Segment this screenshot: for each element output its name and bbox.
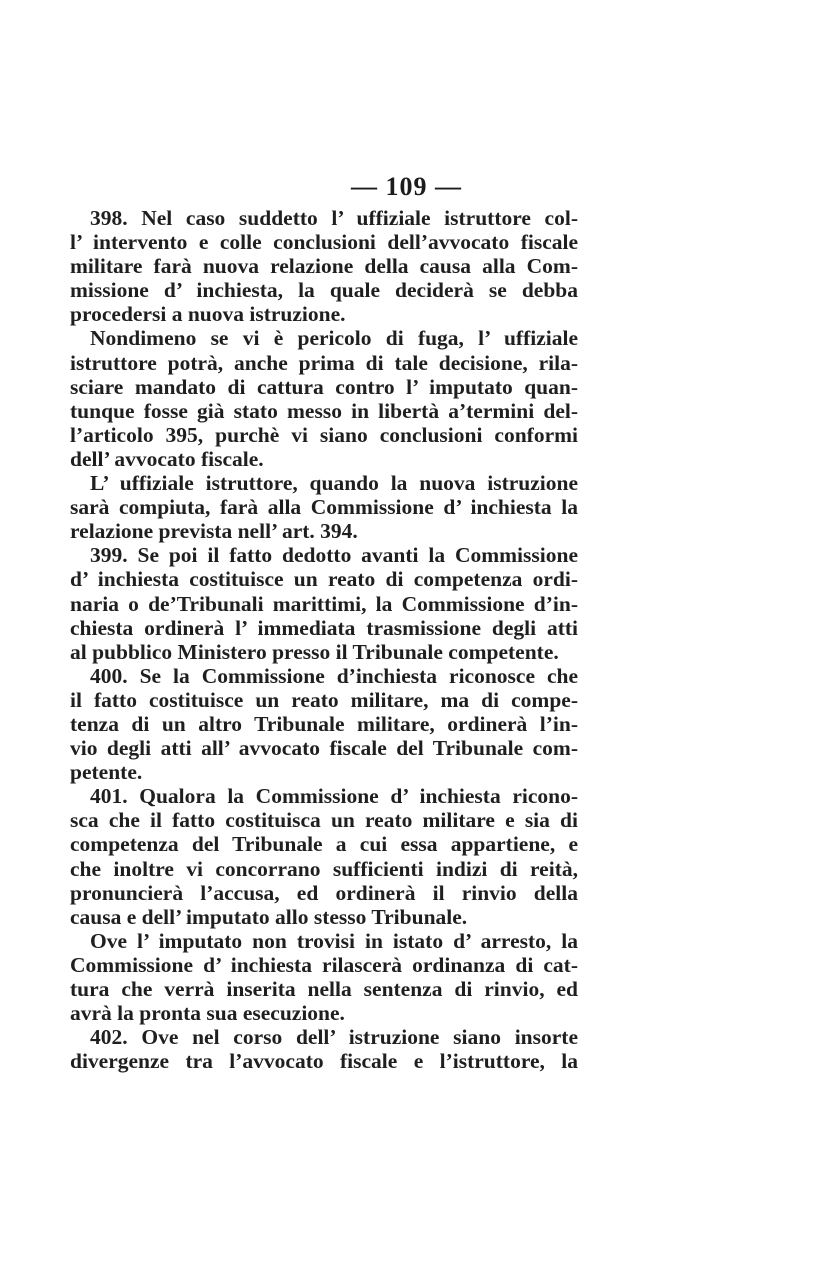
text-line: missione d’ inchiesta, la quale deciderà se debba [70,278,578,303]
text-line: procedersi a nuova istruzione. [70,302,346,327]
text-line: 399. Se poi il fatto dedotto avanti la Commissione [90,543,578,568]
text-line: d’ inchiesta costituisce un reato di competenza ordi- [70,567,578,592]
text-line: competenza del Tribunale a cui essa appartiene, e [70,832,578,857]
text-line: sarà compiuta, farà alla Commissione d’ inchiesta la [70,495,578,520]
body-text [70,206,578,1073]
text-line: il fatto costituisce un reato militare, ma di compe- [70,687,578,712]
text-line: al pubblico Ministero presso il Tribunale competente. [70,639,559,664]
text-line: pronuncierà l’accusa, ed ordinerà il rinvio della [70,880,578,905]
text-line: 401. Qualora la Commissione d’ inchiesta ricono- [90,784,578,809]
text-line: avrà la pronta sua esecuzione. [70,1001,345,1026]
text-line: tunque fosse già stato messo in libertà a’termini del- [70,398,578,423]
text-line: divergenze tra l’avvocato fiscale e l’istruttore, la [70,1049,578,1074]
text-line: tura che verrà inserita nella sentenza di rinvio, ed [70,977,578,1001]
text-line: l’ intervento e colle conclusioni dell’avvocato fiscale [70,230,578,255]
page-number: — 109 — [351,172,462,201]
text-line: 398. Nel caso suddetto l’ uffiziale istruttore col- [90,206,578,230]
text-line: sca che il fatto costituisca un reato militare e sia di [70,808,578,833]
text-line: 402. Ove nel corso dell’ istruzione siano insorte [90,1025,578,1050]
text-line: l’articolo 395, purchè vi siano conclusioni conformi [70,422,578,447]
text-line: istruttore potrà, anche prima di tale decisione, rila- [70,350,578,375]
text-line: relazione prevista nell’ art. 394. [70,519,358,544]
text-line: vio degli atti all’ avvocato fiscale del Tribunale com- [70,736,578,761]
text-line: petente. [70,760,143,785]
text-line: che inoltre vi concorrano sufficienti indizi di reità, [70,856,578,881]
text-line: L’ uffiziale istruttore, quando la nuova istruzione [90,471,578,496]
text-line: naria o de’Tribunali marittimi, la Commissione d’in- [70,591,578,616]
text-line: causa e dell’ imputato allo stesso Tribunale. [70,904,468,929]
text-line: dell’ avvocato fiscale. [70,446,264,471]
text-line: Ove l’ imputato non trovisi in istato d’ arresto, la [90,928,578,953]
text-line: sciare mandato di cattura contro l’ imputato quan- [70,374,578,399]
text-line: 400. Se la Commissione d’inchiesta riconosce che [90,663,578,688]
text-line: tenza di un altro Tribunale militare, ordinerà l’in- [70,711,578,736]
text-line: Commissione d’ inchiesta rilascerà ordinanza di cat- [70,952,578,977]
text-line: Nondimeno se vi è pericolo di fuga, l’ uffiziale [90,326,578,351]
text-line: chiesta ordinerà l’ immediata trasmissione degli atti [70,615,578,640]
text-line: militare farà nuova relazione della causa alla Com- [70,254,578,279]
